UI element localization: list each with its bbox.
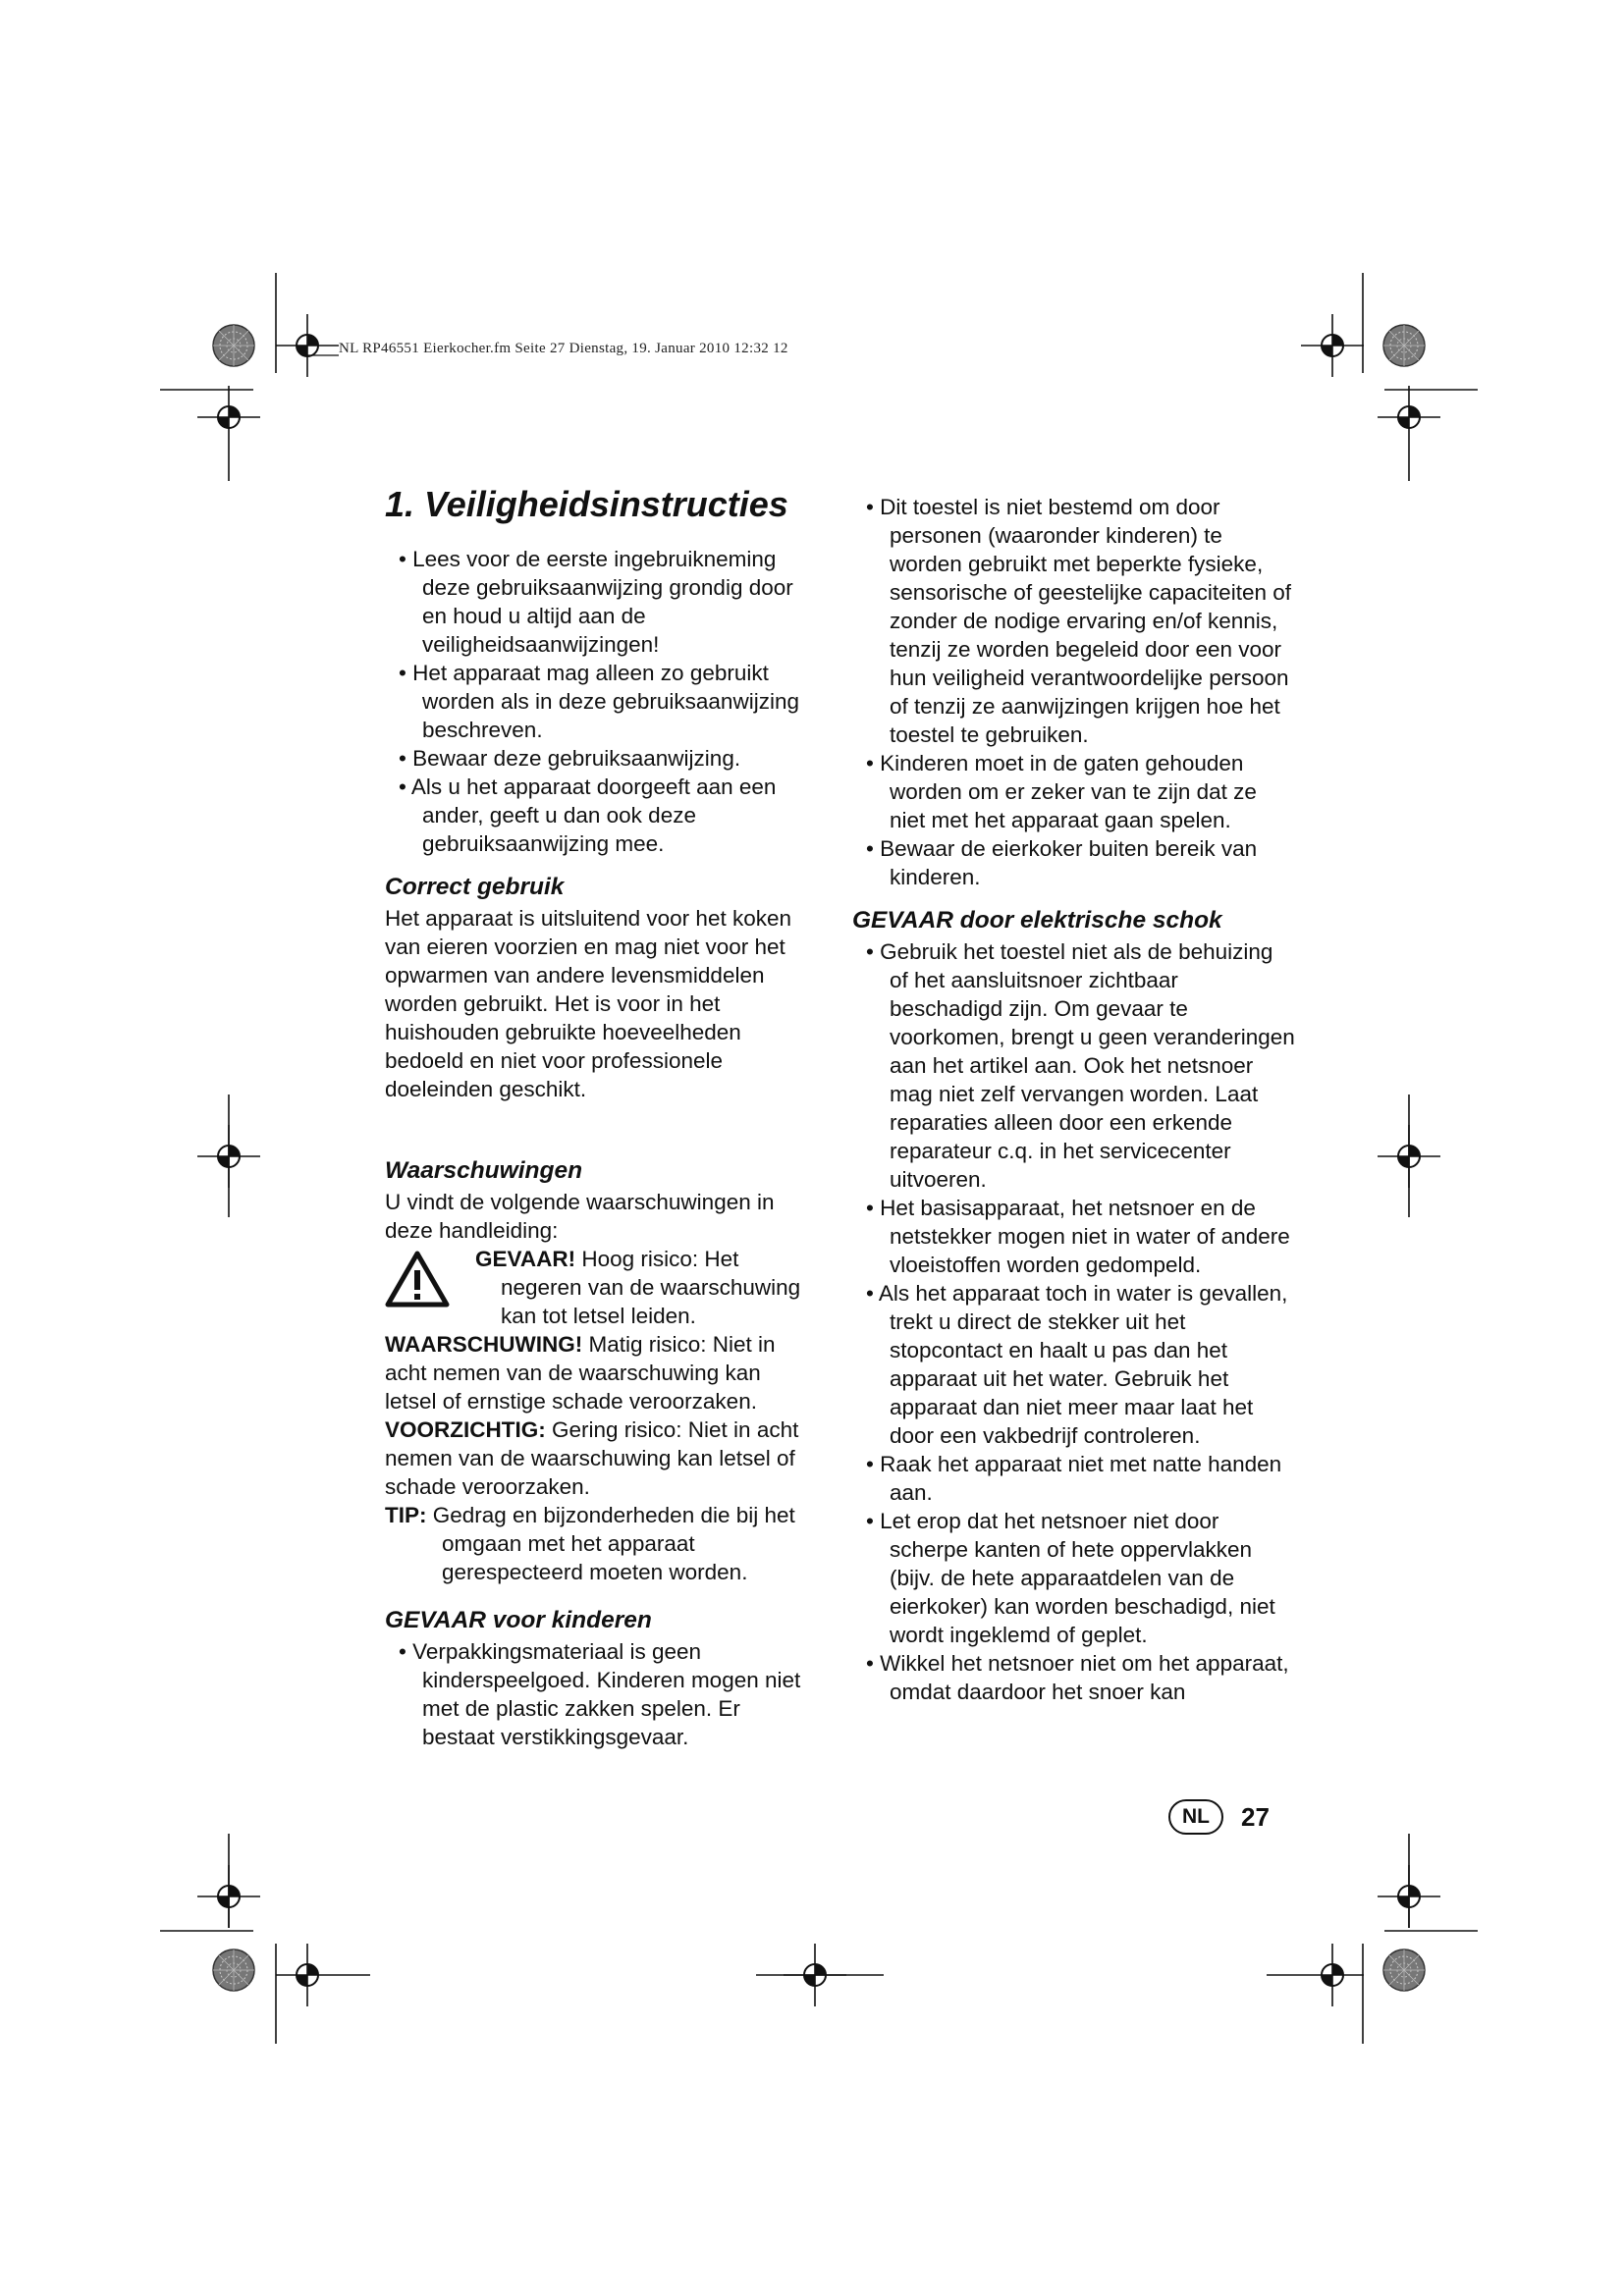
list-item: • Het basisapparaat, het netsnoer en de netstekker mogen niet in water of andere vloeistoffen worden gedompeld.: [852, 1194, 1296, 1279]
list-item: • Het apparaat mag alleen zo gebruikt worden als in deze gebruiksaanwijzing beschreven.: [385, 659, 817, 744]
color-registration-disc-icon: [213, 325, 254, 366]
list-item: • Gebruik het toestel niet als de behuizing of het aansluitsnoer zichtbaar beschadigd zijn. Om gevaar te voorkomen, brengt u geen veranderingen aan het artikel aan. Ook het netsnoer mag niet zelf vervangen worden. Laat reparaties alleen door een erkende reparateur c.q. in het servicecenter uitvoeren.: [852, 937, 1296, 1194]
registration-mark-icon: [197, 386, 260, 449]
left-column: [385, 484, 817, 1751]
list-item: • Raak het apparaat niet met natte handen aan.: [852, 1450, 1296, 1507]
list-item: • Bewaar de eierkoker buiten bereik van kinderen.: [852, 834, 1296, 891]
registration-mark-icon: [1301, 314, 1364, 377]
children-danger-heading: GEVAAR voor kinderen: [385, 1607, 652, 1633]
list-item: • Kinderen moet in de gaten gehouden worden om er zeker van te zijn dat ze niet met het apparaat gaan spelen.: [852, 749, 1296, 834]
color-registration-disc-icon: [213, 1949, 254, 1991]
list-item: • Let erop dat het netsnoer niet door scherpe kanten of hete oppervlakken (bijv. de hete apparaatdelen van de eierkoker) kan worden beschadigd, niet wordt ingeklemd of geplet.: [852, 1507, 1296, 1649]
list-item: • Als het apparaat toch in water is gevallen, trekt u direct de stekker uit het stopcontact en haalt u pas dan het apparaat uit het water. Gebruik het apparaat dan niet meer maar laat het door een vakbedrijf controleren.: [852, 1279, 1296, 1450]
warning-paragraph: [385, 1330, 817, 1415]
page-number: 27: [1241, 1801, 1270, 1832]
registration-mark-icon: [276, 1944, 339, 2006]
warnings-intro: U vindt de volgende waarschuwingen in deze handleiding:: [385, 1190, 775, 1243]
page-title: 1. Veiligheidsinstructies: [385, 484, 788, 524]
list-item: • Verpakkingsmateriaal is geen kinderspeelgoed. Kinderen mogen niet met de plastic zakken spelen. Er bestaat verstikkingsgevaar.: [385, 1637, 817, 1751]
caution-paragraph: [385, 1415, 817, 1501]
language-badge: NL: [1168, 1799, 1223, 1835]
intro-list: [385, 545, 817, 858]
page-footer: [1168, 1799, 1270, 1835]
warning-text: Matig risico: Niet in acht nemen van de waarschuwing kan letsel of ernstige schade veroorzaken.: [385, 1332, 776, 1414]
caution-text: Gering risico: Niet in acht nemen van de waarschuwing kan letsel of schade veroorzaken.: [385, 1417, 799, 1499]
print-header: NL RP46551 Eierkocher.fm Seite 27 Dienstag, 19. Januar 2010 12:32 12: [339, 341, 788, 356]
registration-mark-icon: [276, 314, 339, 377]
list-item: • Wikkel het netsnoer niet om het apparaat, omdat daardoor het snoer kan: [852, 1649, 1296, 1706]
tip-text: Gedrag en bijzonderheden die bij het omgaan met het apparaat gerespecteerd moeten worden.: [426, 1503, 795, 1584]
tip-paragraph: [385, 1501, 817, 1586]
list-item: • Bewaar deze gebruiksaanwijzing.: [385, 744, 817, 773]
right-column: [852, 493, 1296, 1706]
danger-text: Hoog risico: Het negeren van de waarschuwing kan tot letsel leiden.: [501, 1247, 801, 1328]
color-registration-disc-icon: [1383, 325, 1425, 366]
electric-shock-list: [852, 937, 1296, 1706]
list-item: • Dit toestel is niet bestemd om door personen (waaronder kinderen) te worden gebruikt met beperkte fysieke, sensorische of geestelijke capaciteiten of zonder de nodige ervaring en/of kennis, tenzij ze worden begeleid door een voor hun veiligheid verantwoordelijke persoon of tenzij ze aanwijzingen krijgen hoe het toestel te gebruiken.: [852, 493, 1296, 749]
warning-triangle-icon: [385, 1251, 450, 1308]
children-safety-list: [852, 493, 1296, 891]
registration-mark-icon: [1301, 1944, 1364, 2006]
color-registration-disc-icon: [1383, 1949, 1425, 1991]
list-item: • Lees voor de eerste ingebruikneming deze gebruiksaanwijzing grondig door en houd u altijd aan de veiligheidsaanwijzingen!: [385, 545, 817, 659]
caution-label: VOORZICHTIG:: [385, 1417, 546, 1442]
correct-use-text: Het apparaat is uitsluitend voor het koken van eieren voorzien en mag niet voor het opwarmen van andere levensmiddelen worden gebruikt. Het is voor in het huishouden gebruikte hoeveelheden bedoeld en niet voor professionele doeleinden geschikt.: [385, 906, 791, 1101]
tip-label: TIP:: [385, 1503, 427, 1527]
electric-shock-heading: GEVAAR door elektrische schok: [852, 907, 1222, 934]
danger-warning: [385, 1245, 817, 1330]
correct-use-heading: Correct gebruik: [385, 874, 565, 900]
warnings-heading: Waarschuwingen: [385, 1157, 583, 1184]
warning-label: WAARSCHUWING!: [385, 1332, 583, 1357]
danger-label: GEVAAR!: [475, 1247, 576, 1271]
children-list: [385, 1637, 817, 1751]
registration-mark-icon: [1378, 386, 1440, 449]
list-item: • Als u het apparaat doorgeeft aan een ander, geeft u dan ook deze gebruiksaanwijzing mee.: [385, 773, 817, 858]
